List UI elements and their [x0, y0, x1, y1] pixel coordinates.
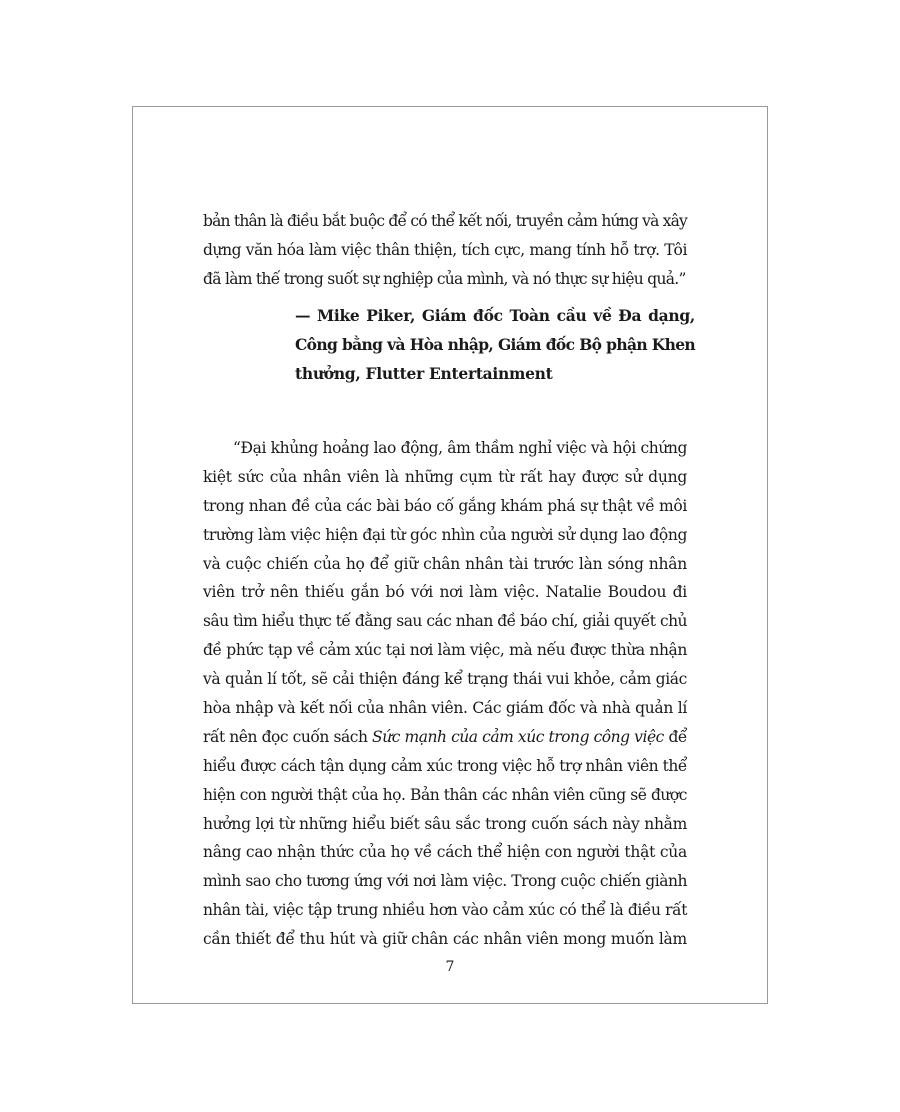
text-line: và cuộc chiến của họ để giữ chân nhân tài trước làn sóng nhân: [203, 554, 687, 573]
text-line: nhân tài, việc tập trung nhiều hơn vào cảm xúc có thể là điều rất: [203, 901, 687, 920]
text-line: đề phức tạp về cảm xúc tại nơi làm việc, mà nếu được thừa nhận: [203, 641, 687, 660]
quote-attribution: [295, 301, 695, 388]
text-line: dựng văn hóa làm việc thân thiện, tích cực, mang tính hỗ trợ. Tôi: [203, 240, 687, 259]
text-line: hòa nhập và kết nối của nhân viên. Các giám đốc và nhà quản lí: [203, 699, 687, 718]
text-line: đã làm thế trong suốt sự nghiệp của mình, và nó thực sự hiệu quả.”: [203, 269, 686, 288]
page-number: 7: [445, 959, 455, 975]
endorsement-paragraph: [203, 434, 687, 954]
text-line-with-book-title: [203, 723, 687, 752]
text-line: “Đại khủng hoảng lao động, âm thầm nghỉ việc và hội chứng: [233, 439, 687, 457]
text-line: nâng cao nhận thức của họ về cách thể hiện con người thật của: [203, 843, 687, 862]
text-line: sâu tìm hiểu thực tế đằng sau các nhan đề báo chí, giải quyết chủ: [203, 612, 687, 631]
book-page: [132, 106, 768, 1004]
text-line: cần thiết để thu hút và giữ chân các nhân viên mong muốn làm: [203, 930, 687, 949]
attribution-line: thưởng, Flutter Entertainment: [295, 364, 553, 383]
text-line: bản thân là điều bắt buộc để có thể kết nối, truyền cảm hứng và xây: [203, 212, 687, 230]
text-line: hiện con người thật của họ. Bản thân các nhân viên cũng sẽ được: [203, 785, 687, 804]
text-segment: rất nên đọc cuốn sách: [203, 727, 373, 746]
text-segment: để: [663, 727, 687, 746]
text-line: kiệt sức của nhân viên là những cụm từ rất hay được sử dụng: [203, 467, 687, 486]
text-line: viên trở nên thiếu gắn bó với nơi làm việc. Natalie Boudou đi: [203, 583, 687, 602]
text-line: và quản lí tốt, sẽ cải thiện đáng kể trạng thái vui khỏe, cảm giác: [203, 670, 687, 689]
text-line: trường làm việc hiện đại từ góc nhìn của người sử dụng lao động: [203, 525, 687, 544]
attribution-line: — Mike Piker, Giám đốc Toàn cầu về Đa dạng,: [295, 306, 695, 325]
text-line: mình sao cho tương ứng với nơi làm việc. Trong cuộc chiến giành: [203, 872, 687, 891]
text-line: hiểu được cách tận dụng cảm xúc trong việc hỗ trợ nhân viên thể: [203, 756, 687, 775]
text-line: trong nhan đề của các bài báo cố gắng khám phá sự thật về môi: [203, 496, 687, 515]
quote-continuation: [203, 207, 687, 294]
book-title: Sức mạnh của cảm xúc trong công việc: [372, 727, 664, 746]
attribution-line: Công bằng và Hòa nhập, Giám đốc Bộ phận Khen: [295, 335, 695, 354]
text-line: hưởng lợi từ những hiểu biết sâu sắc trong cuốn sách này nhằm: [203, 814, 687, 833]
